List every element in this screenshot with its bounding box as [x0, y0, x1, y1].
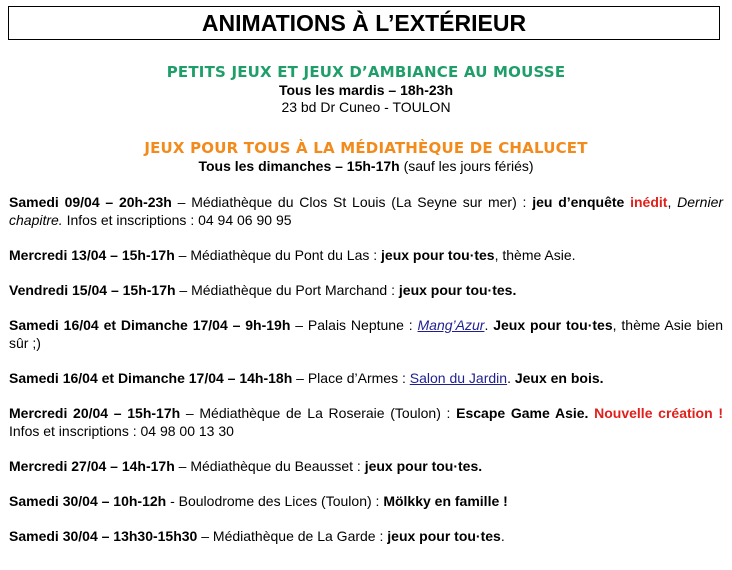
event-date: Samedi 16/04 et Dimanche 17/04 – 14h-18h: [9, 370, 293, 386]
event-9: [9, 527, 723, 545]
event-link-salon-du-jardin[interactable]: Salon du Jardin: [409, 370, 508, 386]
event-title: Dernier chapitre.: [9, 194, 724, 228]
event-2: [9, 246, 723, 264]
event-place: – Place d’Armes :: [292, 370, 410, 386]
event-activity: Escape Game Asie.: [456, 405, 595, 421]
event-3: [9, 281, 723, 299]
event-activity: jeux pour tou·tes.: [364, 458, 483, 474]
event-date: Samedi 09/04 – 20h-23h: [9, 194, 172, 210]
event-4: [9, 316, 723, 352]
event-8: [9, 492, 723, 510]
section-chalucet-schedule-line: [0, 158, 732, 175]
section-mousse-heading: PETITS JEUX ET JEUX D’AMBIANCE AU MOUSSE: [166, 63, 566, 81]
event-date: Mercredi 13/04 – 15h-17h: [9, 247, 175, 263]
section-mousse: [0, 62, 732, 116]
event-date: Samedi 30/04 – 13h30-15h30: [9, 528, 198, 544]
event-text: .: [507, 370, 515, 386]
event-date: Samedi 16/04 et Dimanche 17/04 – 9h-19h: [9, 317, 291, 333]
section-chalucet-schedule: Tous les dimanches – 15h-17h: [198, 158, 400, 174]
section-mousse-address: 23 bd Dr Cuneo - TOULON: [281, 99, 451, 115]
event-5: [9, 369, 723, 387]
event-activity: jeux pour tou·tes: [387, 528, 501, 544]
event-activity: jeu d’enquête: [532, 194, 625, 210]
event-date: Samedi 30/04 – 10h-12h: [9, 493, 167, 509]
event-place: – Médiathèque du Clos St Louis (La Seyne sur mer) :: [171, 194, 533, 210]
event-badge: Nouvelle création !: [594, 405, 723, 421]
section-chalucet: [0, 138, 732, 175]
event-6: [9, 404, 723, 440]
event-text: , thème Asie bien sûr ;): [9, 317, 723, 351]
section-chalucet-note: (sauf les jours fériés): [403, 158, 534, 174]
event-place: - Boulodrome des Lices (Toulon) :: [166, 493, 384, 509]
event-place: – Médiathèque du Pont du Las :: [174, 247, 382, 263]
event-text: .: [484, 317, 494, 333]
section-chalucet-heading: JEUX POUR TOUS À LA MÉDIATHÈQUE DE CHALUCET: [144, 139, 588, 157]
event-activity: jeux pour tou·tes.: [398, 282, 517, 298]
event-activity: Jeux pour tou·tes: [493, 317, 613, 333]
event-info: Infos et inscriptions : 04 94 06 90 95: [62, 212, 292, 228]
event-text: .: [500, 528, 505, 544]
event-activity: Jeux en bois.: [514, 370, 604, 386]
event-place: – Palais Neptune :: [290, 317, 418, 333]
section-mousse-schedule: Tous les mardis – 18h-23h: [278, 82, 454, 98]
event-badge: inédit: [630, 194, 668, 210]
event-place: – Médiathèque du Port Marchand :: [175, 282, 399, 298]
event-activity: jeux pour tou·tes: [381, 247, 495, 263]
event-text: , thème Asie.: [494, 247, 576, 263]
event-1: [9, 193, 723, 229]
event-info: Infos et inscriptions : 04 98 00 13 30: [9, 423, 234, 439]
event-7: [9, 457, 723, 475]
event-place: – Médiathèque de La Garde :: [197, 528, 388, 544]
event-date: Vendredi 15/04 – 15h-17h: [9, 282, 176, 298]
events-list: [9, 193, 723, 545]
event-date: Mercredi 20/04 – 15h-17h: [9, 405, 181, 421]
event-place: – Médiathèque du Beausset :: [174, 458, 365, 474]
event-date: Mercredi 27/04 – 14h-17h: [9, 458, 175, 474]
event-link-mangazur[interactable]: Mang’Azur: [417, 317, 485, 333]
event-activity: Mölkky en famille !: [383, 493, 508, 509]
event-text: ,: [667, 194, 678, 210]
event-place: – Médiathèque de La Roseraie (Toulon) :: [180, 405, 457, 421]
page-title: ANIMATIONS À L’EXTÉRIEUR: [8, 6, 720, 40]
